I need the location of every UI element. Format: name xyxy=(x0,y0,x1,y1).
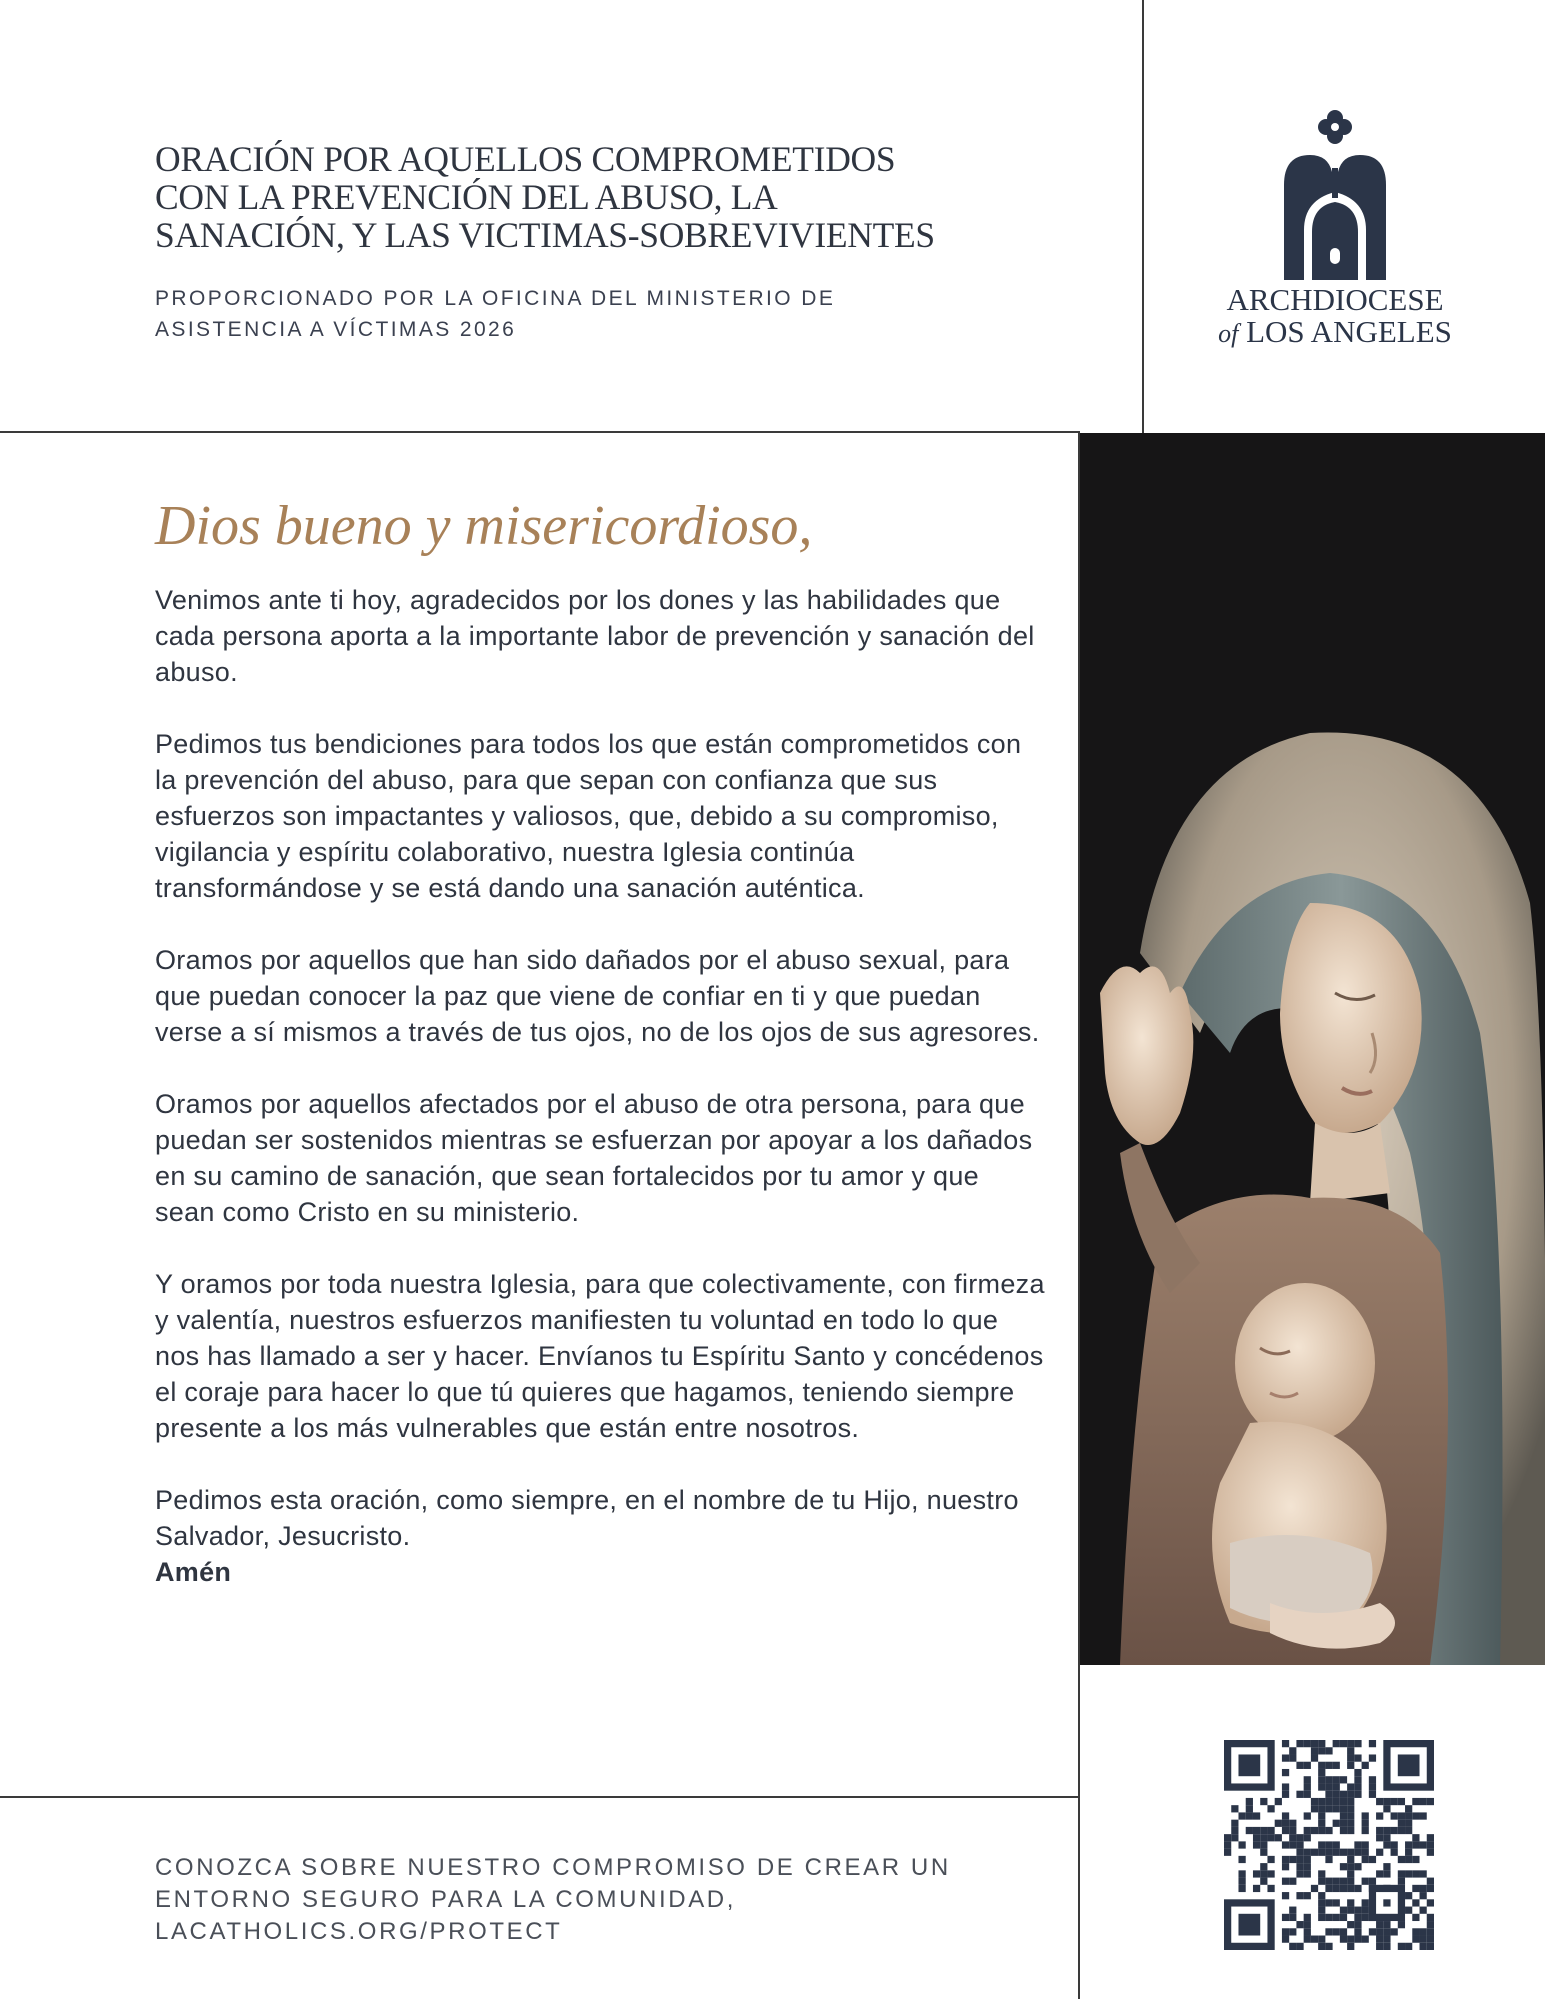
title-line: CON LA PREVENCIÓN DEL ABUSO, LA xyxy=(155,177,778,217)
logo-line-los-angeles xyxy=(1180,316,1490,350)
prayer-closing: Amén xyxy=(155,1557,232,1587)
divider-top xyxy=(0,431,1080,433)
prayer-paragraph: Y oramos por toda nuestra Iglesia, para que colectivamente, con firmeza y valentía, nuestros esfuerzos manifiesten tu voluntad en todo lo que nos has llamado a ser y hacer. Envíanos tu Espíritu Santo y concédenos el coraje para hacer lo que tú quieres que hagamos, teniendo siempre presente a los más vulnerables que están entre nosotros. xyxy=(155,1269,1045,1443)
footer-line: CONOZCA SOBRE NUESTRO COMPROMISO DE CREAR UN xyxy=(155,1854,951,1881)
logo-wordmark xyxy=(1180,284,1490,350)
prayer-paragraph: Oramos por aquellos que han sido dañados por el abuso sexual, para que puedan conocer la paz que viene de confiar en ti y que puedan verse a sí mismos a través de tus ojos, no de los ojos de sus agresores. xyxy=(155,945,1040,1047)
footer-note xyxy=(155,1852,1055,1948)
madonna-and-child-statue xyxy=(1080,433,1545,1665)
prayer-body xyxy=(155,582,1045,1590)
footer-link[interactable]: LACATHOLICS.ORG/PROTECT xyxy=(155,1918,563,1945)
logo-line2: LOS ANGELES xyxy=(1246,314,1452,349)
divider-bottom xyxy=(0,1796,1080,1798)
title-line: ORACIÓN POR AQUELLOS COMPROMETIDOS xyxy=(155,139,896,179)
prayer-paragraph: Oramos por aquellos afectados por el abuso de otra persona, para que puedan ser sostenidos mientras se esfuerzan por apoyar a los dañados en su camino de sanación, que sean fortalecidos por tu amor y que sean como Cristo en su ministerio. xyxy=(155,1089,1033,1227)
prayer-paragraph: Pedimos tus bendiciones para todos los que están comprometidos con la prevención del abuso, para que sepan con confianza que sus esfuerzos son impactantes y valiosos, que, debido a su compromiso, vigilancia y espíritu colaborativo, nuestra Iglesia continúa transformándose y se está dando una sanación auténtica. xyxy=(155,729,1022,903)
page-title xyxy=(155,140,1055,254)
subtitle-line: PROPORCIONADO POR LA OFICINA DEL MINISTERIO DE xyxy=(155,287,836,310)
divider-header-vertical xyxy=(1142,0,1144,433)
prayer-paragraph: Venimos ante ti hoy, agradecidos por los dones y las habilidades que cada persona aporta a la importante labor de prevención y sanación del abuso. xyxy=(155,585,1035,687)
prayer-final-sentence: Pedimos esta oración, como siempre, en el nombre de tu Hijo, nuestro Salvador, Jesucristo. xyxy=(155,1485,1019,1551)
title-line: SANACIÓN, Y LAS VICTIMAS-SOBREVIVIENTES xyxy=(155,215,935,255)
logo-line-archdiocese: ARCHDIOCESE xyxy=(1226,282,1444,317)
footer-line: ENTORNO SEGURO PARA LA COMUNIDAD, xyxy=(155,1886,736,1913)
logo-of: of xyxy=(1218,319,1239,348)
qr-code[interactable] xyxy=(1224,1740,1434,1950)
subtitle-line: ASISTENCIA A VÍCTIMAS 2026 xyxy=(155,318,517,341)
prayer-greeting: Dios bueno y misericordioso, xyxy=(155,495,813,557)
prayer-paragraph xyxy=(155,1482,1045,1590)
page-subtitle xyxy=(155,283,1015,345)
